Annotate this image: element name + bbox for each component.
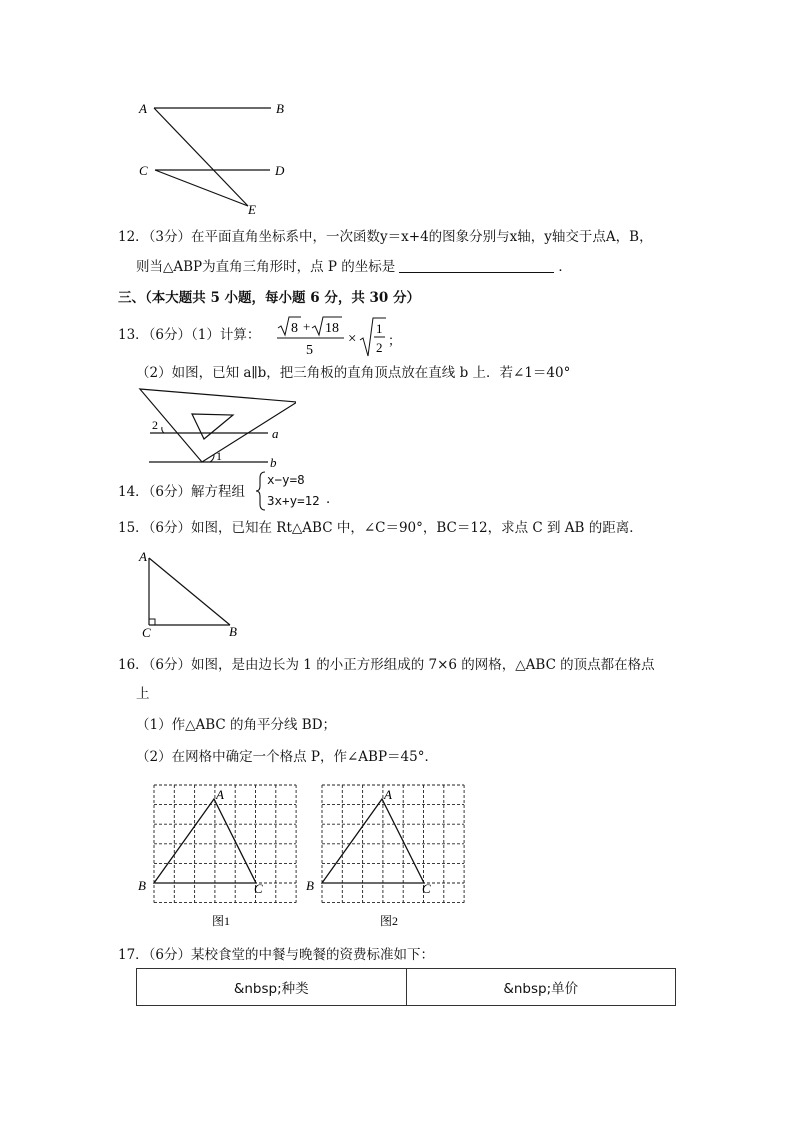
q16-fig1-label-a: A xyxy=(216,787,224,802)
q13-plus: + xyxy=(303,319,311,334)
q13-prefix: 13．（6分）（1）计算： xyxy=(118,327,261,343)
q16-fig1-label-c: C xyxy=(254,881,263,896)
q13-part2: （2）如图，已知 a∥b，把三角板的直角顶点放在直线 b 上．若∠1＝40° xyxy=(136,365,571,381)
q13-num-b: 18 xyxy=(325,321,339,336)
q16-part2: （2）在网格中确定一个格点 P，作∠ABP＝45°． xyxy=(136,749,438,765)
q12-answer-blank xyxy=(399,258,554,273)
fig11-label-b: B xyxy=(276,101,284,116)
q13-num-a: 8 xyxy=(291,321,298,336)
q13-diagram xyxy=(136,385,296,470)
q14-end: ． xyxy=(326,491,340,507)
q12-line1: 12．（3分）在平面直角坐标系中，一次函数y＝x+4的图象分别与x轴，y轴交于点A，B， xyxy=(118,229,653,245)
q16-fig2-label-a: A xyxy=(384,787,392,802)
q16-fig2-label-b: B xyxy=(306,878,314,893)
fig11-label-e: E xyxy=(248,202,256,217)
q13-line-a-label: a xyxy=(272,426,279,441)
q16-fig1-label-b: B xyxy=(138,878,146,893)
fig11-diagram xyxy=(130,96,300,221)
table-row xyxy=(137,969,676,1006)
q16-line2: 上 xyxy=(136,686,150,702)
q14-prefix: 14．（6分）解方程组 xyxy=(118,484,246,500)
q13-angle-2-label: 2 xyxy=(152,418,158,432)
q13-frac-den: 2 xyxy=(376,340,383,355)
q14-system-brace xyxy=(255,470,267,512)
table-header-price: &nbsp;单价 xyxy=(406,969,676,1006)
q13-denominator: 5 xyxy=(306,343,313,358)
q15-text: 15．（6分）如图，已知在 Rt△ABC 中，∠C＝90°，BC＝12，求点 C 到 AB 的距离． xyxy=(118,520,643,536)
fig11-label-d: D xyxy=(275,163,285,178)
q15-label-a: A xyxy=(139,549,147,564)
q17-price-table xyxy=(136,968,676,1006)
q15-label-c: C xyxy=(142,625,151,640)
q14-equation-2: 3x+y=12 xyxy=(267,493,320,508)
q16-fig2-grid xyxy=(302,780,482,930)
q15-label-b: B xyxy=(229,624,237,639)
fig11-label-a: A xyxy=(139,101,147,116)
section3-heading: 三、（本大题共 5 小题，每小题 6 分，共 30 分） xyxy=(118,290,421,306)
q13-frac-num: 1 xyxy=(376,321,383,336)
q15-triangle xyxy=(134,548,244,640)
q16-part1: （1）作△ABC 的角平分线 BD； xyxy=(136,717,337,733)
q13-times: × xyxy=(348,331,357,347)
q16-fig2-caption: 图2 xyxy=(380,914,399,928)
q16-line1: 16．（6分）如图，是由边长为 1 的小正方形组成的 7×6 的网格，△ABC 的顶点都在格点 xyxy=(118,657,655,673)
q14-equation-1: x−y=8 xyxy=(267,472,305,487)
q16-fig2-label-c: C xyxy=(422,881,431,896)
fig11-label-c: C xyxy=(139,163,148,178)
q16-fig1-caption: 图1 xyxy=(212,914,231,928)
q13-line-b-label: b xyxy=(270,455,277,470)
q13-end: ； xyxy=(388,333,402,348)
table-header-type: &nbsp;种类 xyxy=(137,969,407,1006)
q17-text: 17．（6分）某校食堂的中餐与晚餐的资费标准如下： xyxy=(118,947,435,963)
q12-line2 xyxy=(136,258,572,276)
q16-fig1-grid xyxy=(134,780,314,930)
q12-line2-end: ． xyxy=(558,259,572,275)
q13-formula xyxy=(272,314,402,360)
q13-angle-1-label: 1 xyxy=(216,449,222,463)
q12-line2-text: 则当△ABP为直角三角形时，点 P 的坐标是 xyxy=(136,259,396,275)
